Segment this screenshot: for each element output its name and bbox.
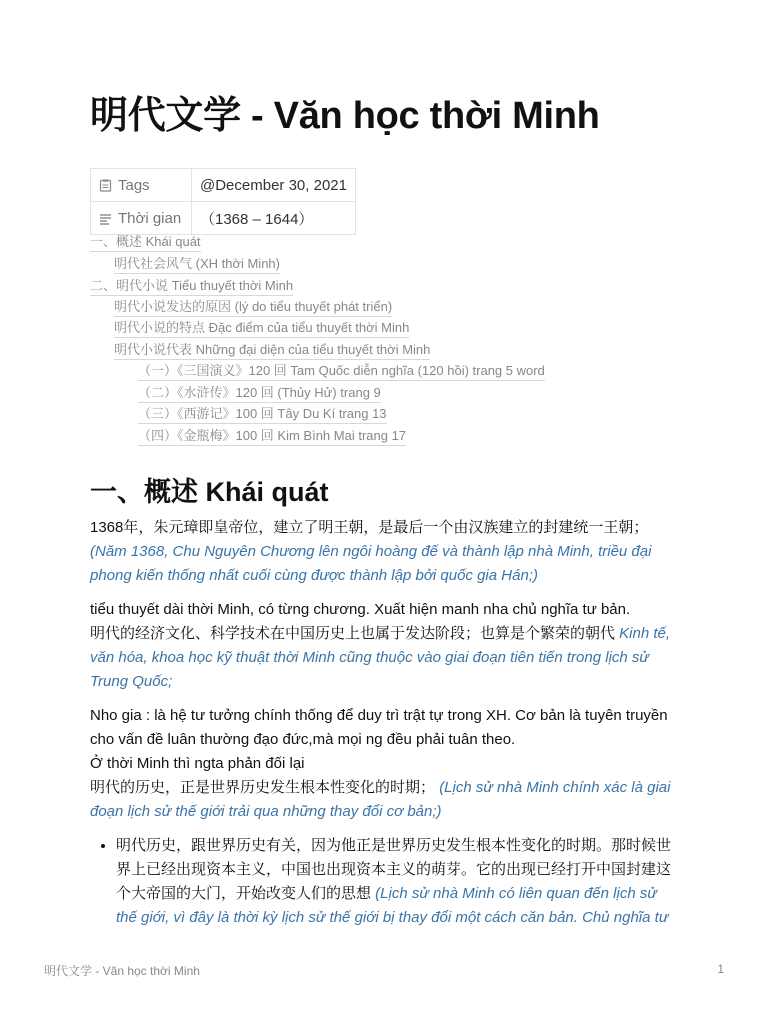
- vietnamese-translation: (Lịch sử nhà Minh có liên quan đến lịch sử thế giới, vì đây là thời kỳ lịch sử thế giới bị thay đổi một cách căn bản. Chủ nghĩa tư: [116, 885, 669, 926]
- bullet-list: [90, 834, 680, 930]
- toc-link[interactable]: 明代小说发达的原因 (lý do tiểu thuyết phát triển): [114, 298, 392, 317]
- toc-link[interactable]: 明代小说代表 Những đại diện của tiểu thuyết thời Minh: [114, 341, 430, 360]
- property-key-label: Thời gian: [118, 209, 182, 227]
- vietnamese-note: tiểu thuyết dài thời Minh, có từng chương. Xuất hiện manh nha chủ nghĩa tư bản.: [90, 601, 631, 618]
- paragraph: [90, 598, 680, 694]
- toc-link[interactable]: （三）《西游记》100 回 Tây Du Kí trang 13: [138, 405, 387, 424]
- property-key-label: Tags: [118, 176, 150, 194]
- section-heading: 一、概述 Khái quát: [90, 477, 329, 507]
- properties-table: [90, 168, 356, 235]
- toc-link[interactable]: 二、明代小说 Tiểu thuyết thời Minh: [90, 277, 293, 296]
- property-value-time: （1368 – 1644）: [192, 202, 356, 235]
- vietnamese-translation: (Năm 1368, Chu Nguyên Chương lên ngôi hoàng đế và thành lập nhà Minh, triều đại phong kiến thống nhất cuối cùng được thành lập bởi quốc gia Hán;): [90, 543, 652, 584]
- paragraph: [90, 516, 680, 588]
- section-body: [90, 516, 680, 930]
- property-row-time: [91, 202, 356, 235]
- toc-link[interactable]: 明代小说的特点 Đặc điểm của tiểu thuyết thời Minh: [114, 319, 409, 338]
- document-list-icon: [99, 179, 112, 192]
- toc-link[interactable]: 一、概述 Khái quát: [90, 233, 201, 252]
- vietnamese-translation: Kinh tế, văn hóa, khoa học kỹ thuật thời Minh cũng thuộc vào giai đoạn tiên tiến trong lịch sử Trung Quốc;: [90, 625, 671, 690]
- toc-link[interactable]: （四）《金瓶梅》100 回 Kim Bình Mai trang 17: [138, 427, 406, 446]
- chinese-text: 明代的经济文化、科学技术在中国历史上也属于发达阶段；也算是个繁荣的朝代: [90, 625, 620, 642]
- paragraph: [90, 704, 680, 824]
- page-title: 明代文学 - Văn học thời Minh: [90, 95, 600, 137]
- vietnamese-translation: (Lịch sử nhà Minh chính xác là giai đoạn lịch sử thế giới trải qua những thay đổi cơ bản;): [90, 779, 671, 820]
- property-row-tags: [91, 169, 356, 202]
- chinese-text: 明代的历史，正是世界历史发生根本性变化的时期；: [90, 779, 436, 796]
- property-key: [91, 202, 192, 235]
- vietnamese-note: Ở thời Minh thì ngta phản đối lại: [90, 755, 305, 772]
- toc-link[interactable]: （二）《水浒传》120 回 (Thủy Hử) trang 9: [138, 384, 381, 403]
- toc-link[interactable]: （一）《三国演义》120 回 Tam Quốc diễn nghĩa (120 hồi) trang 5 word: [138, 362, 545, 381]
- chinese-text: 1368年，朱元璋即皇帝位，建立了明王朝，是最后一个由汉族建立的封建统一王朝；: [90, 519, 649, 536]
- toc-link[interactable]: 明代社会风气 (XH thời Minh): [114, 255, 280, 274]
- vietnamese-note: Nho gia : là hệ tư tưởng chính thống để duy trì trật tự trong XH. Cơ bản là tuyên truyền cho vấn đề luân thường đạo đức,mà mọi ng đều phải tuân theo.: [90, 707, 668, 748]
- footer-title: 明代文学 - Văn học thời Minh: [44, 964, 200, 978]
- chinese-text: 明代历史，跟世界历史有关，因为他正是世界历史发生根本性变化的时期。那时候世界上已经出现资本主义，中国也出现资本主义的萌芽。它的出现已经打开中国封建这个大帝国的大门，开始改变人们的思想: [116, 837, 672, 902]
- property-value-tags: @December 30, 2021: [192, 169, 356, 202]
- list-item: [116, 834, 680, 930]
- page-number: 1: [717, 962, 724, 976]
- property-key: [91, 169, 192, 202]
- text-lines-icon: [99, 212, 112, 225]
